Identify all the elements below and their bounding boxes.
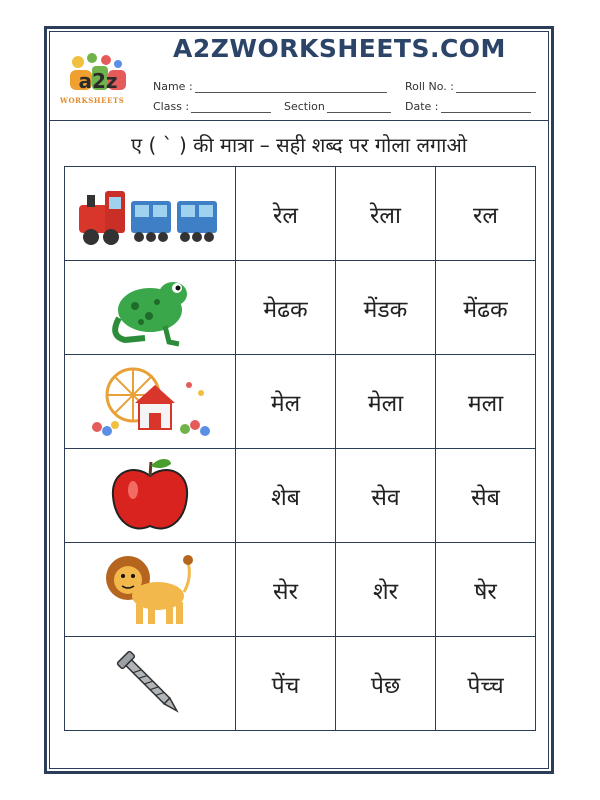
option-2[interactable]: सेव (336, 449, 436, 543)
table-row (65, 449, 536, 543)
option-3[interactable]: षेर (436, 543, 536, 637)
name-line[interactable] (195, 81, 387, 93)
picture-cell (65, 637, 236, 731)
header-divider (50, 120, 548, 121)
option-2[interactable]: मेला (336, 355, 436, 449)
option-2[interactable]: शेर (336, 543, 436, 637)
option-2[interactable]: रेला (336, 167, 436, 261)
option-3[interactable]: मला (436, 355, 536, 449)
section-field[interactable] (284, 100, 391, 113)
fair-icon (85, 363, 215, 441)
table-row (65, 355, 536, 449)
class-label: Class : (153, 100, 190, 113)
option-1[interactable]: सेर (236, 543, 336, 637)
class-line[interactable] (191, 101, 271, 113)
table-row (65, 261, 536, 355)
option-1[interactable]: पेंच (236, 637, 336, 731)
section-line[interactable] (327, 101, 391, 113)
picture-cell (65, 449, 236, 543)
logo-subtext: WORKSHEETS (60, 96, 125, 105)
option-2[interactable]: मेंडक (336, 261, 436, 355)
option-3[interactable]: पेच्च (436, 637, 536, 731)
lion-icon (100, 548, 200, 632)
date-label: Date : (405, 100, 439, 113)
picture-cell (65, 543, 236, 637)
roll-field[interactable] (405, 80, 536, 93)
logo-text: a2z (78, 69, 118, 93)
option-3[interactable]: रल (436, 167, 536, 261)
name-field[interactable] (153, 80, 387, 93)
instruction: ए ( ` ) की मात्रा – सही शब्द पर गोला लगाओ (131, 133, 467, 157)
roll-line[interactable] (456, 81, 536, 93)
option-3[interactable]: सेब (436, 449, 536, 543)
picture-cell (65, 261, 236, 355)
option-2[interactable]: पेछ (336, 637, 436, 731)
table-row (65, 543, 536, 637)
option-3[interactable]: मेंढक (436, 261, 536, 355)
frog-icon (105, 268, 195, 348)
option-1[interactable]: मेढक (236, 261, 336, 355)
option-1[interactable]: शेब (236, 449, 336, 543)
roll-label: Roll No. : (405, 80, 454, 93)
class-field[interactable] (153, 100, 271, 113)
picture-cell (65, 355, 236, 449)
table-row (65, 167, 536, 261)
section-label: Section (284, 100, 325, 113)
table-row (65, 637, 536, 731)
site-title: A2ZWORKSHEETS.COM (173, 34, 506, 63)
option-1[interactable]: मेल (236, 355, 336, 449)
date-field[interactable] (405, 100, 531, 113)
name-label: Name : (153, 80, 193, 93)
option-1[interactable]: रेल (236, 167, 336, 261)
apple-icon (105, 456, 195, 536)
nail-icon (105, 642, 195, 726)
picture-cell (65, 167, 236, 261)
date-line[interactable] (441, 101, 531, 113)
worksheet-table (64, 166, 536, 731)
train-icon (75, 179, 225, 249)
